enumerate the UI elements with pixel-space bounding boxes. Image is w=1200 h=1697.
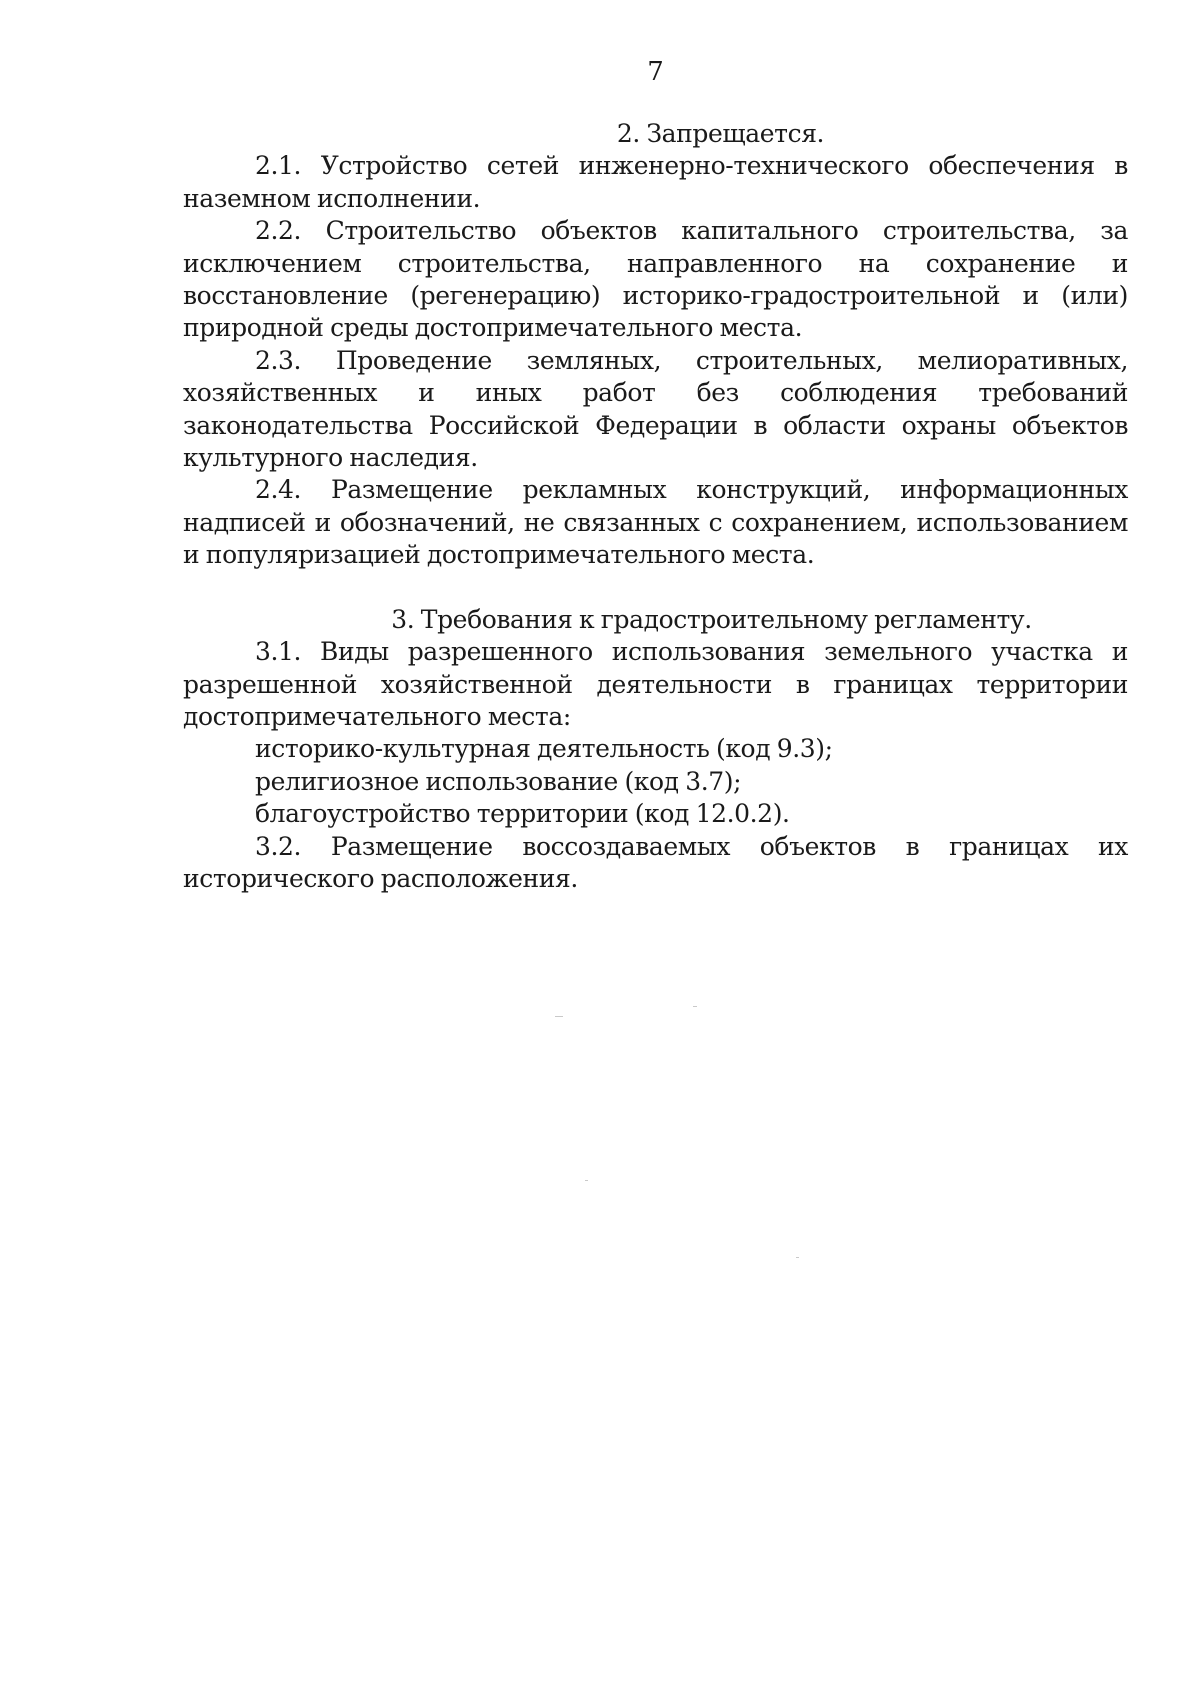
paragraph-2-3: 2.3. Проведение земляных, строительных, мелиоративных, хозяйственных и иных работ без соблюдения требований законодательства Российской Федерации в области охраны объектов культурного наследия. <box>183 345 1128 473</box>
permitted-use-item: религиозное использование (код 3.7); <box>255 766 742 796</box>
scan-artifact <box>585 1180 588 1181</box>
scan-artifact <box>555 1016 563 1017</box>
section-2-heading: 2. Запрещается. <box>616 119 825 148</box>
scan-artifact <box>796 1257 799 1258</box>
document-body <box>183 118 1128 895</box>
section-3-heading: 3. Требования к градостроительному регламенту. <box>391 604 1032 634</box>
page-number: 7 <box>647 57 664 87</box>
paragraph-2-4: 2.4. Размещение рекламных конструкций, информационных надписей и обозначений, не связанных с сохранением, использованием и популяризацией достопримечательного места. <box>183 475 1128 570</box>
paragraph-2-1: 2.1. Устройство сетей инженерно-технического обеспечения в наземном исполнении. <box>183 151 1128 213</box>
paragraph-2-2: 2.2. Строительство объектов капитального строительства, за исключением строительства, направленного на сохранение и восстановление (регенерацию) историко-градостроительной и (или) природной среды достопримечательного места. <box>183 216 1128 343</box>
scan-artifact <box>693 1006 697 1007</box>
permitted-use-item: благоустройство территории (код 12.0.2). <box>255 799 790 829</box>
paragraph-3-2: 3.2. Размещение воссоздаваемых объектов в границах их исторического расположения. <box>183 831 1128 893</box>
paragraph-3-1: 3.1. Виды разрешенного использования земельного участка и разрешенной хозяйственной деятельности в границах территории достопримечательного места: <box>183 637 1128 731</box>
permitted-use-item: историко-культурная деятельность (код 9.3); <box>255 734 833 764</box>
